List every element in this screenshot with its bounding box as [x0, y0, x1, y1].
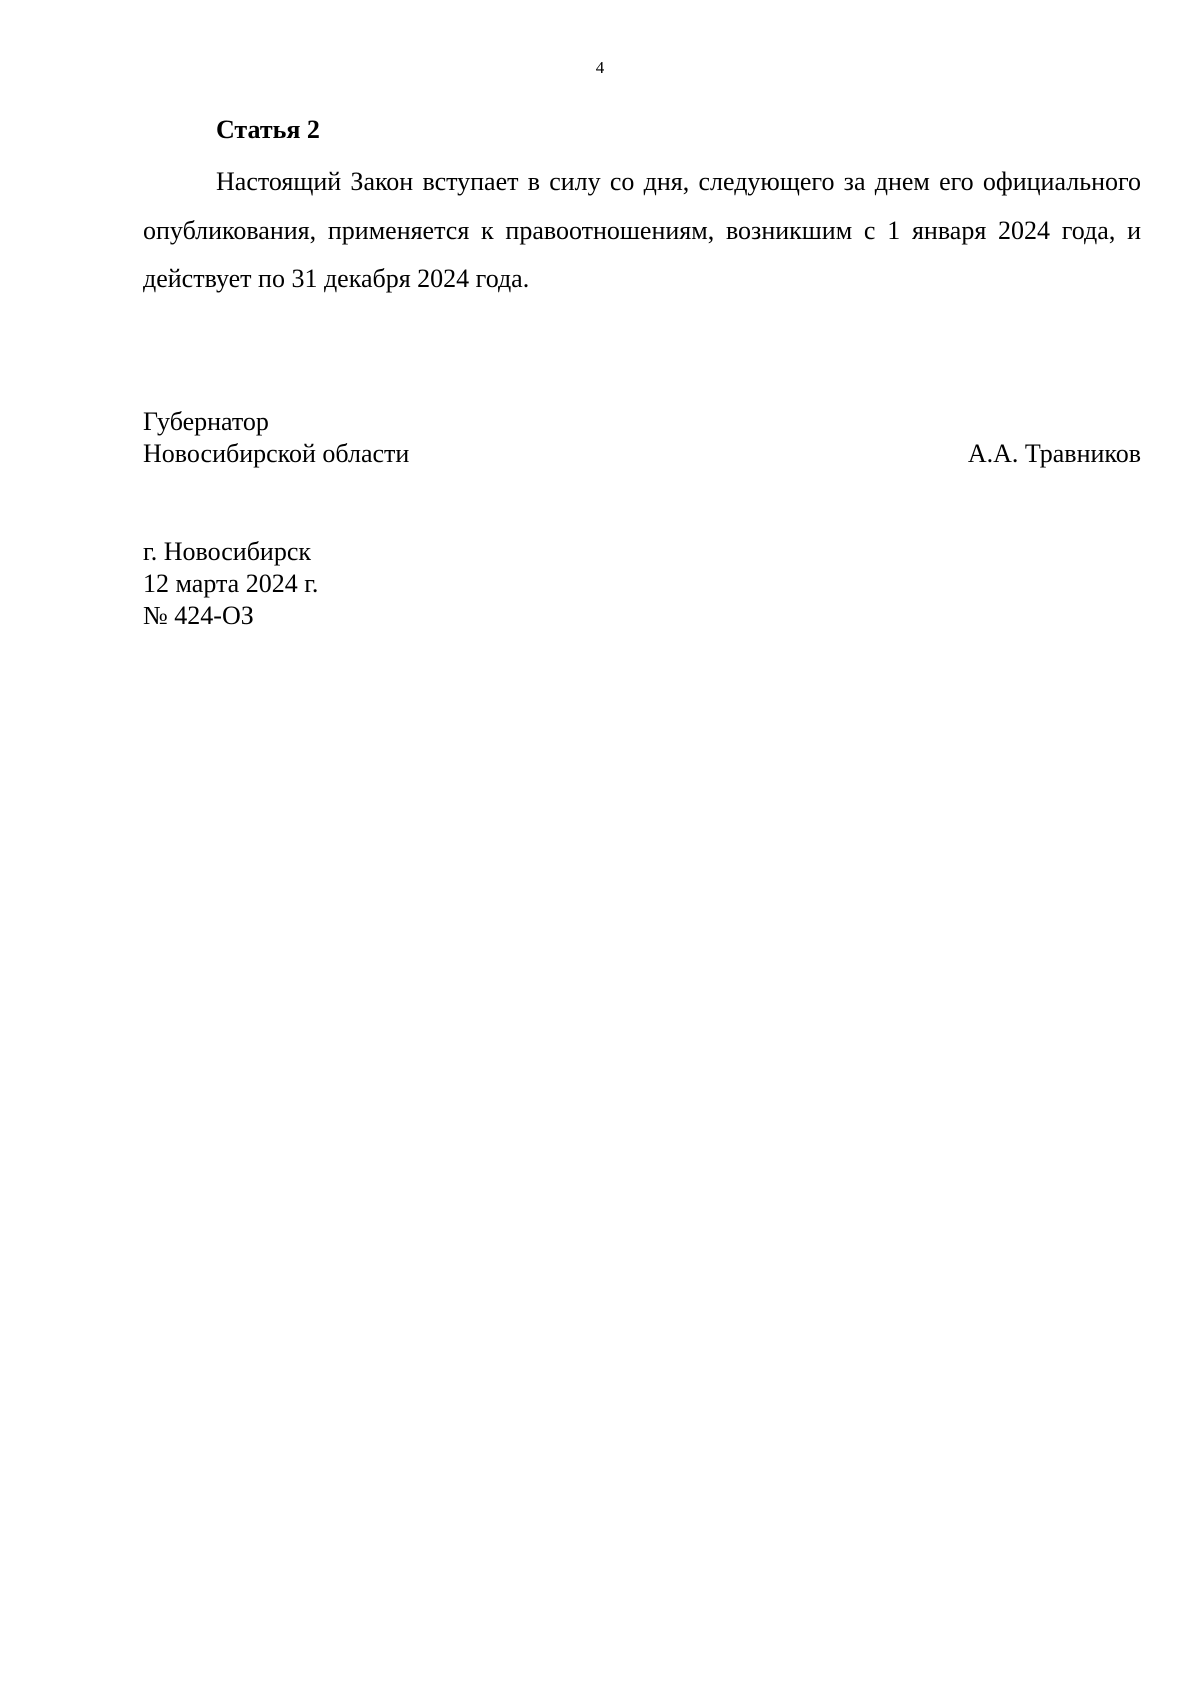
- issue-place: г. Новосибирск: [143, 537, 312, 566]
- signature-title-line-1: Губернатор: [143, 407, 269, 436]
- signatory-name: А.А. Травников: [967, 439, 1141, 468]
- signature-title-line-2: Новосибирской области: [143, 439, 410, 468]
- article-body-paragraph: Настоящий Закон вступает в силу со дня, следующего за днем его официального опубликования, применяется к правоотношениям, возникшим с 1 января 2024 года, и действует по 31 декабря 2024 года.: [143, 167, 1141, 293]
- issue-details: [143, 536, 318, 632]
- page-number: 4: [595, 58, 605, 77]
- issue-date: 12 марта 2024 г.: [143, 569, 319, 598]
- signature-row: [143, 438, 1141, 470]
- signature-block: [143, 406, 1141, 470]
- article-heading: Статья 2: [216, 115, 320, 144]
- law-number: № 424-ОЗ: [143, 601, 254, 630]
